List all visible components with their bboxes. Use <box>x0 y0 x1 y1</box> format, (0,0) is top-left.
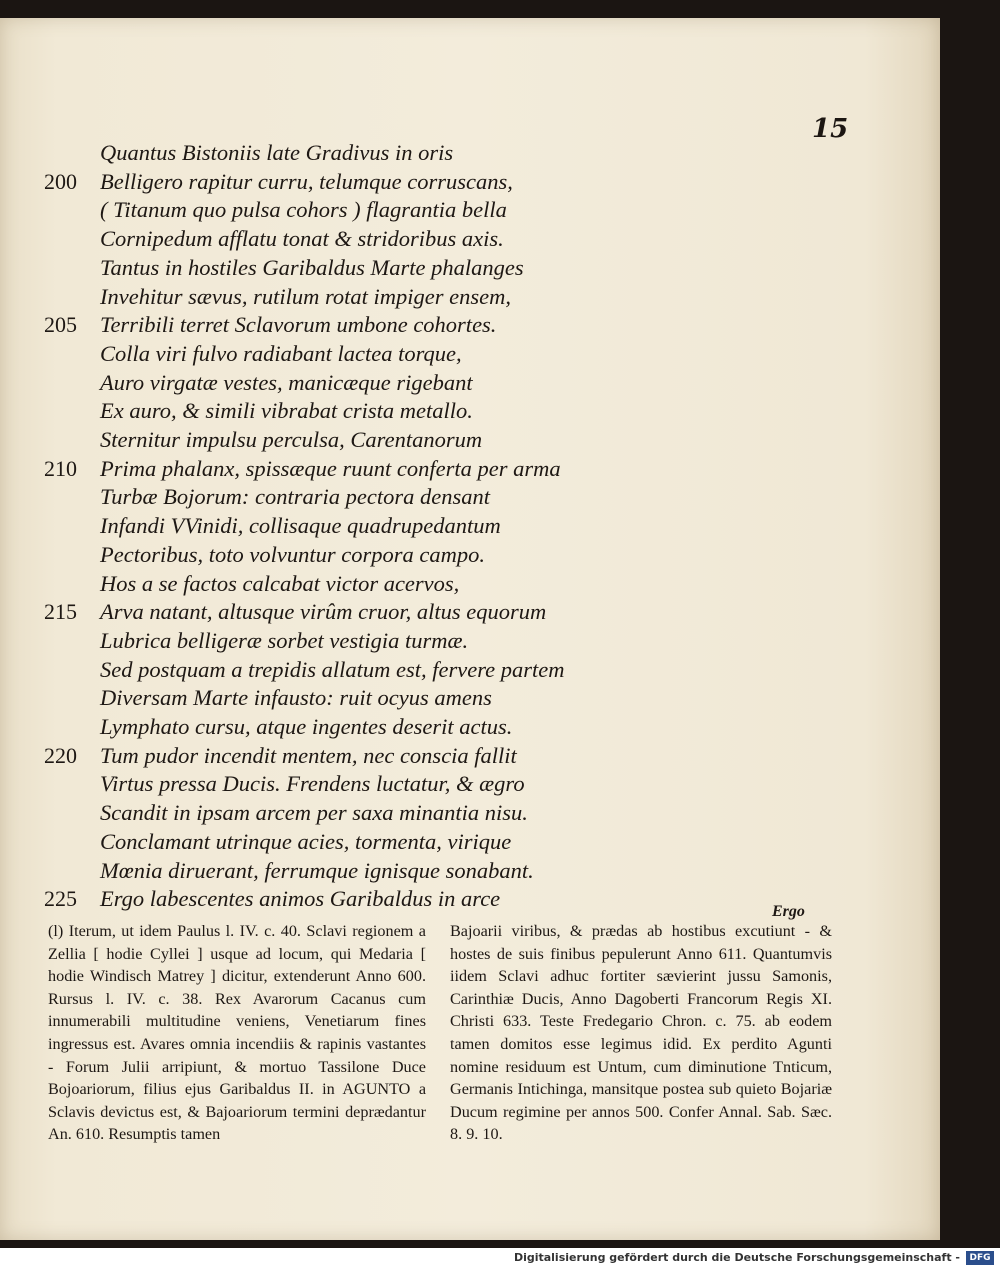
poem-line: Quantus Bistoniis late Gradivus in oris <box>100 140 454 165</box>
poem-line: Turbæ Bojorum: contraria pectora densant <box>100 484 491 509</box>
line-number: 210 <box>44 456 77 481</box>
dfg-logo: DFG <box>966 1251 994 1265</box>
poem-line: Virtus pressa Ducis. Frendens luctatur, & ægro <box>100 771 525 796</box>
poem-line: Sed postquam a trepidis allatum est, fervere partem <box>100 657 565 682</box>
line-number: 200 <box>44 169 77 194</box>
poem-line: Cornipedum afflatu tonat & stridoribus axis. <box>100 226 504 251</box>
line-number: 220 <box>44 743 77 768</box>
footnote-left-column: (l) Iterum, ut idem Paulus l. IV. c. 40. Sclavi regionem a Zellia [ hodie Cyllei ] usque ad locum, qui Medaria [ hodie Windisch Matrey ] dicitur, extenderunt Anno 600. Rursus l. IV. c. 38. Rex Avarorum Cacanus cum innumerabili multitudine veniens, Venetiarum fines ingressus est. Avares omnia incendiis & rapinis vastantes - Forum Julii arripiunt, & mortuo Tassilone Duce Bojoariorum, filius ejus Garibaldus II. in AGUNTO a Sclavis devictus est, & Bajoariorum termini deprædantur An. 610. Resumptis tamen <box>48 922 426 1144</box>
footnote-right-column: Bajoarii viribus, & prædas ab hostibus excutiunt - & hostes de suis finibus pepulerunt Anno 611. Quantumvis iidem Sclavi adhuc fortiter sævierint jussu Samonis, Carinthiæ Ducis, Anno Dagoberti Francorum Regis XI. Christi 633. Teste Fredegario Chron. c. 75. ab eodem tamen domitos esse legimus idid. Ex perdito Agunti nomine residuum est Untum, cum diminutione Tnticum, Germanis Intichinga, mansitque postea sub quieto Bojariæ Ducum regimine per annos 500. Confer Annal. Sab. Sæc. 8. 9. 10. <box>450 922 832 1144</box>
poem-line: Infandi VVinidi, collisaque quadrupedantum <box>100 513 501 538</box>
catchword: Ergo <box>772 903 805 920</box>
line-number: 225 <box>44 886 77 911</box>
poem-line: Tantus in hostiles Garibaldus Marte phalanges <box>100 255 524 280</box>
poem-line: Tum pudor incendit mentem, nec conscia fallit <box>100 743 517 768</box>
poem-line: Conclamant utrinque acies, tormenta, virique <box>100 829 512 854</box>
poem-line: Diversam Marte infausto: ruit ocyus amens <box>100 685 492 710</box>
poem-line: Hos a se factos calcabat victor acervos, <box>100 571 460 596</box>
poem-line: Colla viri fulvo radiabant lactea torque, <box>100 341 462 366</box>
poem-line: Prima phalanx, spissæque ruunt conferta per arma <box>100 456 561 481</box>
poem-line: Ergo labescentes animos Garibaldus in arce <box>100 886 501 911</box>
poem-line: Lubrica belligeræ sorbet vestigia turmæ. <box>100 628 469 653</box>
poem-line: Lymphato cursu, atque ingentes deserit actus. <box>100 714 513 739</box>
poem-line: Invehitur sævus, rutilum rotat impiger ensem, <box>100 284 512 309</box>
poem-line: ( Titanum quo pulsa cohors ) flagrantia bella <box>100 197 507 222</box>
funding-note: Digitalisierung gefördert durch die Deutsche Forschungsgemeinschaft - <box>513 1251 960 1264</box>
poem-line: Ex auro, & simili vibrabat crista metallo. <box>100 398 473 423</box>
line-number: 215 <box>44 599 77 624</box>
poem-line: Mœnia diruerant, ferrumque ignisque sonabant. <box>100 858 534 883</box>
poem-line: Terribili terret Sclavorum umbone cohortes. <box>100 312 497 337</box>
poem-line: Arva natant, altusque virûm cruor, altus equorum <box>100 599 547 624</box>
poem-line: Auro virgatæ vestes, manicæque rigebant <box>100 370 473 395</box>
poem-line: Belligero rapitur curru, telumque corruscans, <box>100 169 513 194</box>
poem-line: Pectoribus, toto volvuntur corpora campo. <box>100 542 485 567</box>
line-number: 205 <box>44 312 77 337</box>
poem-line: Scandit in ipsam arcem per saxa minantia nisu. <box>100 800 528 825</box>
page-number: 15 <box>812 114 849 144</box>
poem-line: Sternitur impulsu perculsa, Carentanorum <box>100 427 483 452</box>
book-page <box>0 18 940 1240</box>
